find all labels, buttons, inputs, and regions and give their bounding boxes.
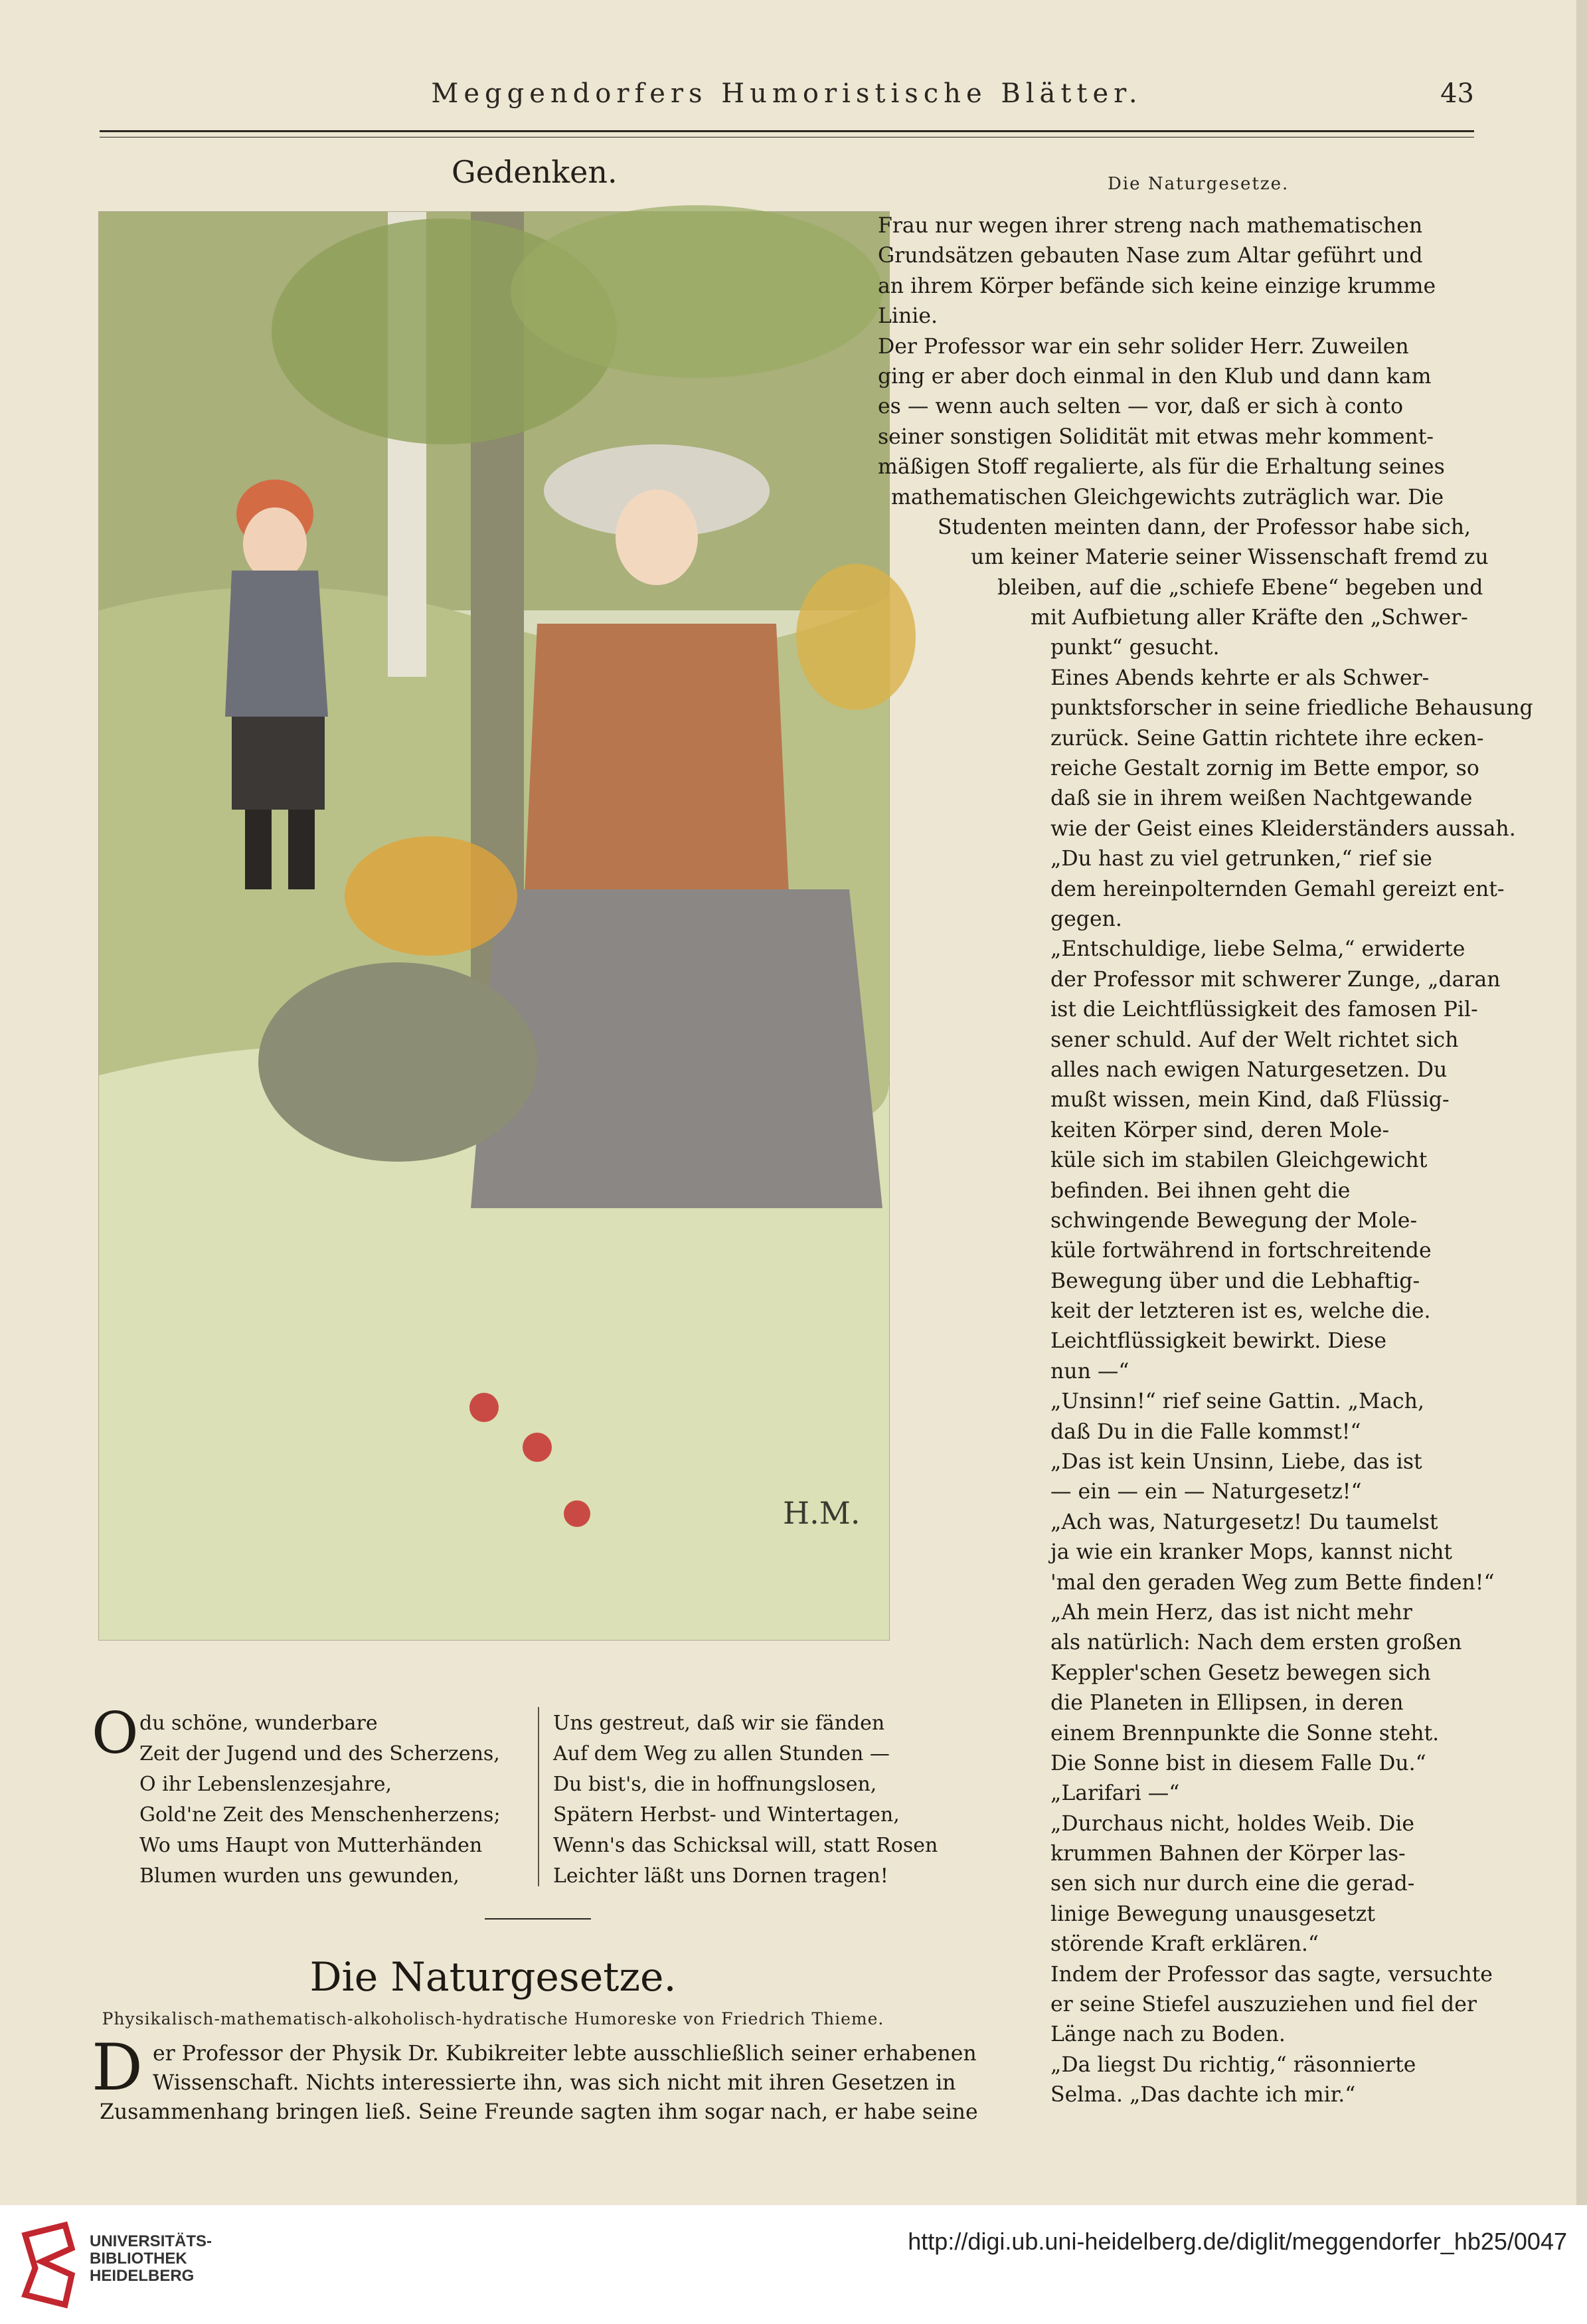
poem-line: Wo ums Haupt von Mutterhänden xyxy=(139,1834,483,1857)
article-title: Die Naturgesetze. xyxy=(309,1954,677,2001)
text-line: krummen Bahnen der Körper las- xyxy=(1050,1842,1406,1866)
text-line: Wissenschaft. Nichts interessierte ihn, was sich nicht mit ihren Gesetzen in xyxy=(153,2071,956,2095)
text-line: seiner sonstigen Solidität mit etwas mehr komment- xyxy=(878,424,1434,449)
text-line: es — wenn auch selten — vor, daß er sich à conto xyxy=(878,395,1404,419)
text-line: Indem der Professor das sagte, versuchte xyxy=(1050,1962,1493,1987)
text-line: er seine Stiefel auszuziehen und fiel der xyxy=(1050,1993,1477,2017)
text-line: küle fortwährend in fortschreitende xyxy=(1050,1239,1432,1263)
poem-title: Gedenken. xyxy=(452,154,618,190)
text-line: schwingende Bewegung der Mole- xyxy=(1050,1208,1418,1233)
text-line: reiche Gestalt zornig im Bette empor, so xyxy=(1050,757,1479,781)
text-line: als natürlich: Nach dem ersten großen xyxy=(1050,1631,1462,1655)
poem-line: Uns gestreut, daß wir sie fänden xyxy=(553,1712,885,1735)
poem-line: Wenn's das Schicksal will, statt Rosen xyxy=(553,1834,938,1857)
text-line: dem hereinpolternden Gemahl gereizt ent- xyxy=(1050,877,1505,901)
poem-line: Leichter läßt uns Dornen tragen! xyxy=(553,1864,888,1888)
text-line: punktsforscher in seine friedliche Behausung xyxy=(1050,696,1533,721)
text-line: „Das ist kein Unsinn, Liebe, das ist xyxy=(1050,1450,1422,1475)
poem-line: Auf dem Weg zu allen Stunden — xyxy=(553,1742,890,1765)
text-line: Frau nur wegen ihrer streng nach mathematischen xyxy=(878,214,1423,238)
footer xyxy=(0,2205,1587,2324)
text-line: Grundsätzen gebauten Nase zum Altar geführt und xyxy=(878,244,1423,268)
text-line: „Ach was, Naturgesetz! Du taumelst xyxy=(1050,1510,1438,1534)
text-line: bleiben, auf die „schiefe Ebene“ begeben und xyxy=(997,575,1483,600)
text-line: Bewegung über und die Lebhaftig- xyxy=(1050,1269,1420,1293)
header-rule xyxy=(100,130,1474,132)
poem-left-column xyxy=(139,1708,501,1892)
artist-signature: H.M. xyxy=(783,1495,861,1531)
text-line: Der Professor war ein sehr solider Herr. Zuweilen xyxy=(878,334,1409,359)
text-line: „Ah mein Herz, das ist nicht mehr xyxy=(1050,1600,1412,1625)
text-line: „Unsinn!“ rief seine Gattin. „Mach, xyxy=(1050,1389,1424,1414)
text-line: keit der letzteren ist es, welche die. xyxy=(1050,1299,1431,1324)
text-line: Keppler'schen Gesetz bewegen sich xyxy=(1050,1660,1431,1685)
text-line: er Professor der Physik Dr. Kubikreiter lebte ausschließlich seiner erhabenen xyxy=(153,2042,977,2066)
text-line: einem Brennpunkte die Sonne steht. xyxy=(1050,1721,1440,1745)
text-line: sen sich nur durch eine die gerad- xyxy=(1050,1872,1415,1896)
text-line: der Professor mit schwerer Zunge, „daran xyxy=(1050,967,1501,992)
text-line: „Du hast zu viel getrunken,“ rief sie xyxy=(1050,847,1432,871)
illustration-art xyxy=(99,212,889,1640)
text-line: Studenten meinten dann, der Professor habe sich, xyxy=(938,515,1471,539)
page-edge xyxy=(1576,0,1587,2205)
text-line: gegen. xyxy=(1050,907,1122,931)
library-logo-icon xyxy=(19,2222,78,2308)
illustration xyxy=(98,211,890,1641)
text-line: befinden. Bei ihnen geht die xyxy=(1050,1178,1351,1203)
poem-line: Spätern Herbst- und Wintertagen, xyxy=(553,1803,900,1827)
text-line: — ein — ein — Naturgesetz!“ xyxy=(1050,1480,1362,1504)
text-line: sener schuld. Auf der Welt richtet sich xyxy=(1050,1028,1459,1052)
text-line: störende Kraft erklären.“ xyxy=(1050,1932,1319,1957)
text-line: „Da liegst Du richtig,“ räsonnierte xyxy=(1050,2052,1416,2077)
text-line: Eines Abends kehrte er als Schwer- xyxy=(1050,666,1430,690)
continuation-head: Die Naturgesetze. xyxy=(1108,174,1290,194)
text-line: punkt“ gesucht. xyxy=(1050,636,1220,660)
text-line: 'mal den geraden Weg zum Bette finden!“ xyxy=(1050,1570,1495,1595)
poem-line: Gold'ne Zeit des Menschenherzens; xyxy=(139,1803,501,1827)
library-name-line: UNIVERSITÄTS- xyxy=(90,2232,212,2250)
text-line: mäßigen Stoff regalierte, als für die Erhaltung seines xyxy=(878,455,1445,480)
text-line: zurück. Seine Gattin richtete ihre ecken- xyxy=(1050,726,1484,751)
text-line: ging er aber doch einmal in den Klub und dann kam xyxy=(878,364,1432,389)
text-line: an ihrem Körper befände sich keine einzige krumme xyxy=(878,274,1436,298)
section-divider xyxy=(485,1918,591,1920)
text-line: Leichtflüssigkeit bewirkt. Diese xyxy=(1050,1329,1387,1354)
article-subtitle: Physikalisch-mathematisch-alkoholisch-hydratische Humoreske von Friedrich Thieme. xyxy=(102,2009,884,2028)
poem-drop-cap: O xyxy=(92,1700,139,1767)
text-line: küle sich im stabilen Gleichgewicht xyxy=(1050,1148,1428,1173)
article-continuation xyxy=(878,211,1533,2111)
article-drop-cap: D xyxy=(92,2030,143,2105)
text-line: Länge nach zu Boden. xyxy=(1050,2022,1286,2047)
page-number: 43 xyxy=(1440,78,1474,109)
poem-column-divider xyxy=(538,1707,539,1886)
text-line: Zusammenhang bringen ließ. Seine Freunde sagten ihm sogar nach, er habe seine xyxy=(100,2100,978,2124)
poem-line: Blumen wurden uns gewunden, xyxy=(139,1864,459,1888)
text-line: daß sie in ihrem weißen Nachtgewande xyxy=(1050,786,1473,811)
text-line: mathematischen Gleichgewichts zuträglich war. Die xyxy=(891,485,1444,509)
poem-right-column xyxy=(553,1708,938,1892)
library-name-line: BIBLIOTHEK xyxy=(90,2250,187,2268)
text-line: mußt wissen, mein Kind, daß Flüssig- xyxy=(1050,1088,1450,1113)
text-line: nun —“ xyxy=(1050,1359,1129,1384)
library-name-line: HEIDELBERG xyxy=(90,2267,195,2285)
text-line: „Durchaus nicht, holdes Weib. Die xyxy=(1050,1811,1415,1836)
text-line: keiten Körper sind, deren Mole- xyxy=(1050,1118,1390,1142)
poem-line: Zeit der Jugend und des Scherzens, xyxy=(139,1742,500,1765)
text-line: Die Sonne bist in diesem Falle Du.“ xyxy=(1050,1751,1426,1775)
text-line: linige Bewegung unausgesetzt xyxy=(1050,1902,1375,1926)
text-line: um keiner Materie seiner Wissenschaft fremd zu xyxy=(971,545,1489,570)
text-line: wie der Geist eines Kleiderständers aussah. xyxy=(1050,816,1516,841)
text-line: „Larifari —“ xyxy=(1050,1781,1180,1806)
library-name xyxy=(90,2233,212,2285)
poem-line: Du bist's, die in hoffnungslosen, xyxy=(553,1773,877,1796)
text-line: die Planeten in Ellipsen, in deren xyxy=(1050,1691,1404,1716)
article-opening xyxy=(100,2039,978,2127)
poem-line: du schöne, wunderbare xyxy=(139,1712,378,1735)
text-line: ja wie ein kranker Mops, kannst nicht xyxy=(1050,1540,1453,1565)
text-line: alles nach ewigen Naturgesetzen. Du xyxy=(1050,1057,1448,1082)
text-line: Selma. „Das dachte ich mir.“ xyxy=(1050,2083,1356,2107)
text-line: mit Aufbietung aller Kräfte den „Schwer- xyxy=(1031,606,1468,630)
text-line: ist die Leichtflüssigkeit des famosen Pil- xyxy=(1050,998,1478,1022)
text-line: daß Du in die Falle kommst!“ xyxy=(1050,1419,1361,1444)
source-url[interactable]: http://digi.ub.uni-heidelberg.de/diglit/meggendorfer_hb25/0047 xyxy=(908,2228,1567,2255)
text-line: „Entschuldige, liebe Selma,“ erwiderte xyxy=(1050,937,1465,962)
running-title: Meggendorfers Humoristische Blätter. xyxy=(431,78,1143,109)
text-line: Linie. xyxy=(878,304,938,329)
poem-line: O ihr Lebenslenzesjahre, xyxy=(139,1773,392,1796)
